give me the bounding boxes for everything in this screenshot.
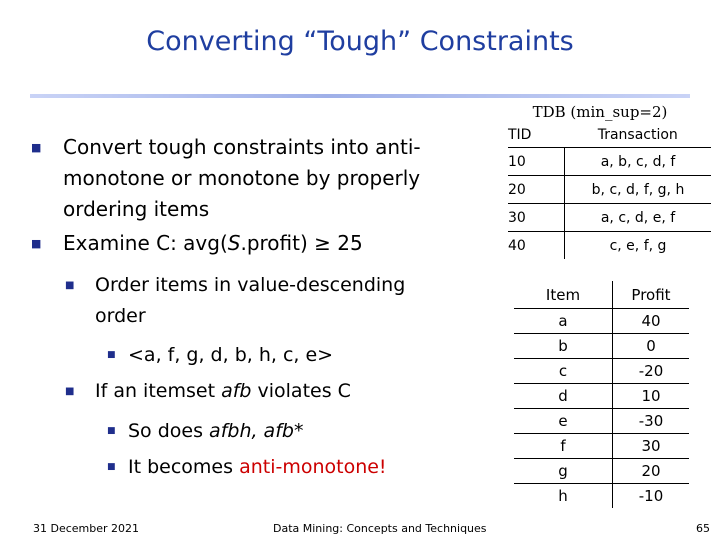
subbullet-order-items (65, 270, 455, 332)
table-cell: a (514, 309, 613, 334)
table-cell: f (514, 434, 613, 459)
bullet-marker-icon: ■ (107, 426, 116, 436)
table-header-row (508, 123, 711, 148)
table-row (514, 384, 689, 409)
table-header-cell: Transaction (597, 127, 678, 143)
table-header-cell: Item (514, 281, 613, 309)
table-header-row (514, 281, 689, 309)
table-row (508, 204, 711, 232)
bullet-text-italic: S (227, 231, 241, 255)
table-row (514, 409, 689, 434)
table-cell: e (514, 409, 613, 434)
table-cell: 20 (641, 462, 661, 480)
footer-date: 31 December 2021 (33, 522, 140, 535)
bullet-marker-icon: ■ (31, 237, 42, 250)
table-cell: 10 (508, 153, 526, 170)
slide-title: Converting “Tough” Constraints (146, 26, 574, 57)
table-cell: d (514, 384, 613, 409)
item-profit-table (514, 281, 689, 508)
table-cell: -20 (638, 362, 664, 380)
table-cell: 30 (641, 437, 661, 455)
table-cell: h (514, 484, 613, 509)
bullet-examine (31, 228, 463, 259)
table-row (514, 459, 689, 484)
footer-title: Data Mining: Concepts and Techniques (273, 522, 487, 535)
table-cell: 10 (641, 387, 661, 405)
table-row (514, 434, 689, 459)
table-cell: b (514, 334, 613, 359)
bullet-text: <a, f, g, d, b, h, c, e> (128, 344, 334, 366)
subsubbullet-so-does (107, 416, 448, 447)
table-row (508, 176, 711, 204)
bullet-marker-icon: ■ (107, 462, 116, 472)
bullet-text-post: .profit) ≥ 25 (240, 231, 363, 255)
tdb-caption: TDB (min_sup=2) (532, 103, 668, 121)
table-cell: c, e, f, g (565, 232, 712, 260)
bullet-marker-icon: ■ (107, 350, 116, 360)
subsubbullet-becomes-anti-monotone (107, 452, 448, 483)
table-cell: 40 (641, 312, 661, 330)
page-number: 65 (696, 522, 710, 535)
table-header-cell: Profit (631, 285, 671, 304)
bullet-text-italic: afb (221, 380, 252, 402)
table-cell: 40 (508, 237, 526, 254)
table-cell: 0 (646, 337, 656, 355)
title-underline (30, 94, 690, 98)
table-cell: -30 (638, 412, 664, 430)
bullet-text-pre: Examine C: avg( (63, 231, 228, 255)
table-cell: a, b, c, d, f (565, 148, 712, 176)
bullet-text: Order items in value-descending order (95, 274, 406, 327)
table-cell: 20 (508, 181, 526, 198)
table-cell: a, c, d, e, f (565, 204, 712, 232)
table-cell: -10 (638, 487, 664, 505)
subbullet-itemset-violates (65, 376, 455, 407)
tdb-table (508, 123, 711, 259)
subsubbullet-order-sequence (107, 340, 448, 371)
table-row (514, 334, 689, 359)
table-cell: b, c, d, f, g, h (565, 176, 712, 204)
bullet-text-pre: So does (128, 420, 210, 442)
table-row (514, 484, 689, 509)
bullet-text-pre: It becomes (128, 456, 240, 478)
table-cell: g (514, 459, 613, 484)
bullet-text: Convert tough constraints into anti-monotone or monotone by properly ordering items (63, 135, 421, 221)
bullet-text-post: violates C (251, 380, 351, 402)
bullet-convert (31, 132, 463, 225)
bullet-marker-icon: ■ (65, 280, 75, 291)
bullet-text-highlight: anti-monotone! (239, 456, 387, 478)
bullet-marker-icon: ■ (65, 386, 75, 397)
bullet-text-italic: afbh, afb* (209, 420, 304, 442)
table-row (508, 148, 711, 176)
table-cell: 30 (508, 209, 526, 226)
table-row (508, 232, 711, 260)
bullet-text-pre: If an itemset (95, 380, 222, 402)
bullet-marker-icon: ■ (31, 141, 42, 154)
table-header-cell: TID (508, 127, 532, 143)
table-row (514, 359, 689, 384)
table-row (514, 309, 689, 334)
table-cell: c (514, 359, 613, 384)
